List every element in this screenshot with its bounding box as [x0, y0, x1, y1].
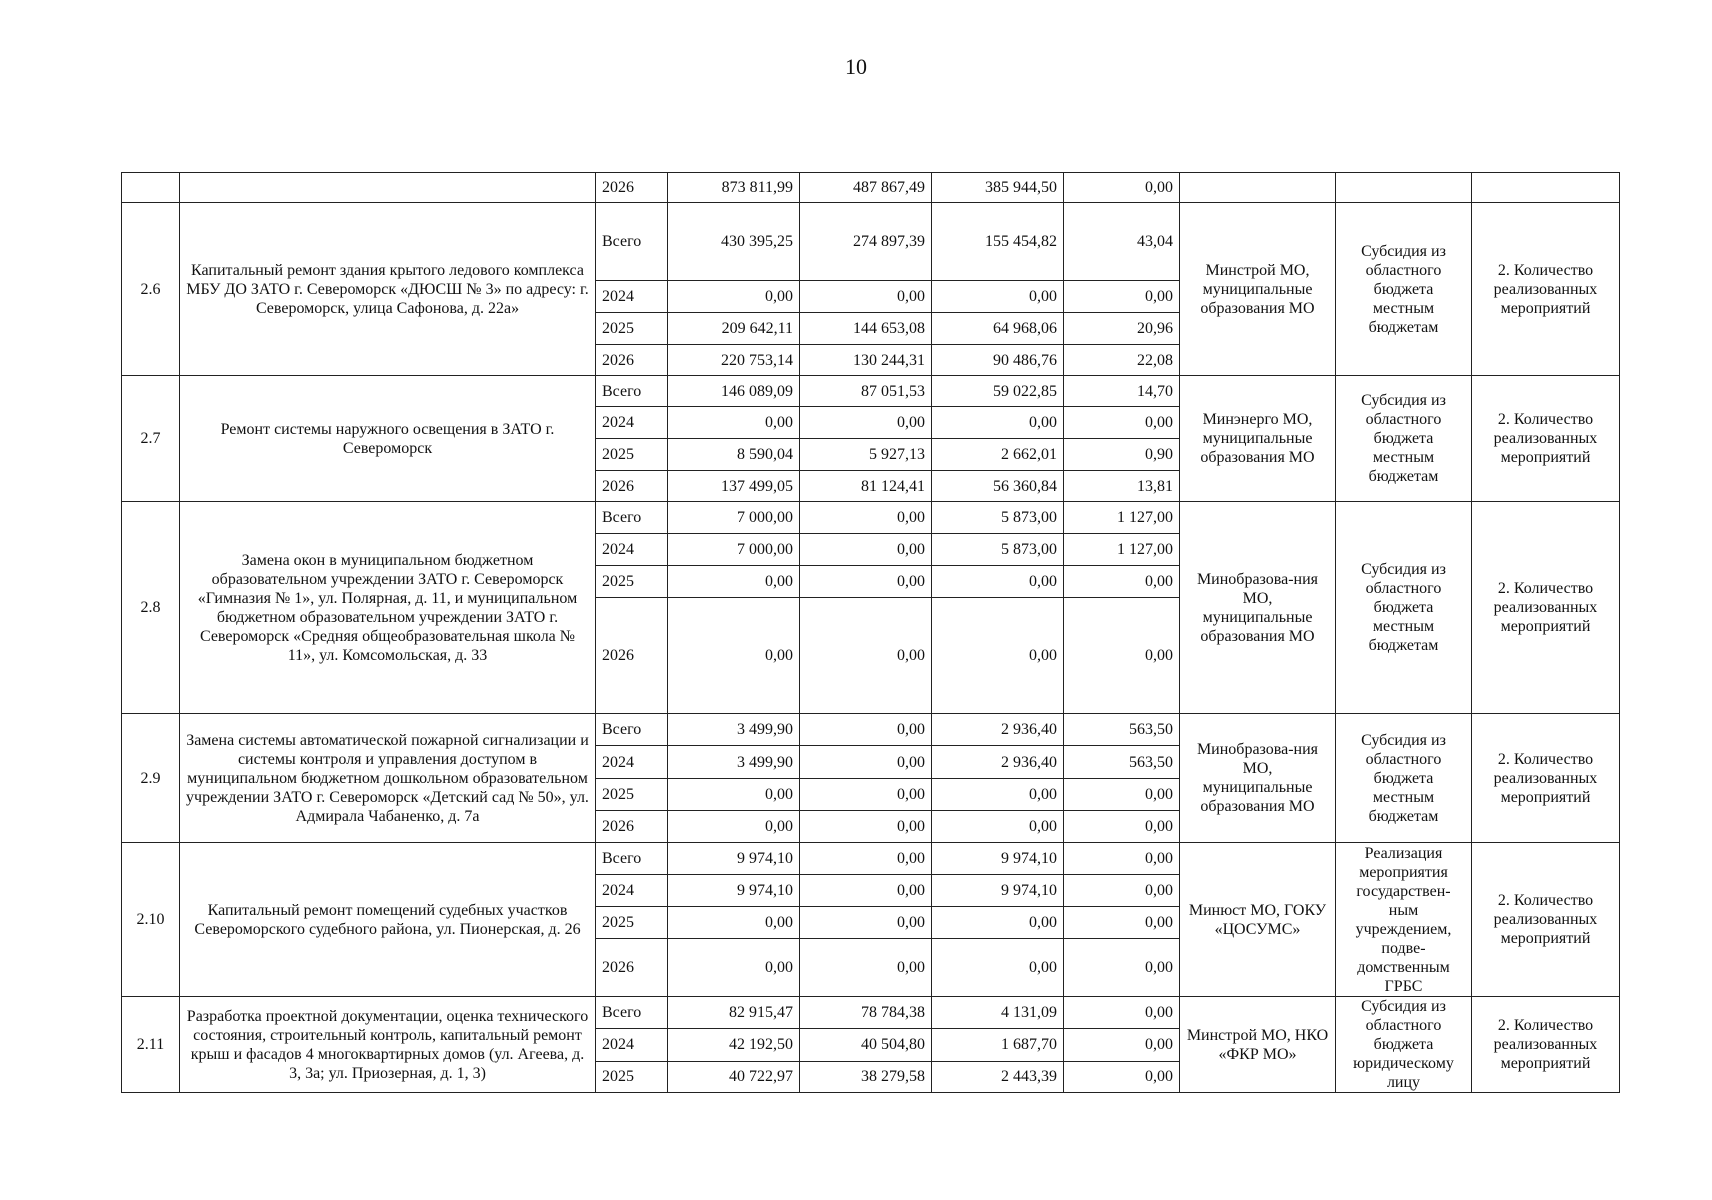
amount-cell: 13,81: [1064, 471, 1180, 502]
amount-cell: 78 784,38: [800, 997, 932, 1029]
amount-cell: 0,00: [1064, 811, 1180, 843]
indicator: 2. Количество реализованных мероприятий: [1472, 714, 1620, 843]
item-name: Ремонт системы наружного освещения в ЗАТО г. Североморск: [180, 376, 596, 502]
amount-cell: 82 915,47: [668, 997, 800, 1029]
amount-cell: 0,90: [1064, 439, 1180, 471]
year-cell: 2024: [596, 407, 668, 439]
item-name: Разработка проектной документации, оценка технического состояния, строительный контроль, капитальный ремонт крыш и фасадов 4 многоквартирных домов (ул. Агеева, д. 3, 3а; ул. Приозерная, д. 1, 3): [180, 997, 596, 1093]
table-body: [122, 173, 1620, 1093]
amount-cell: 4 131,09: [932, 997, 1064, 1029]
amount-cell: 22,08: [1064, 345, 1180, 376]
amount-cell: 9 974,10: [932, 843, 1064, 875]
responsible-org: Минобразова-ния МО, муниципальные образования МО: [1180, 714, 1336, 843]
table-row: [122, 376, 1620, 407]
amount-cell: 873 811,99: [668, 173, 800, 203]
page-number: 10: [845, 54, 867, 79]
item-number: 2.10: [122, 843, 180, 997]
amount-cell: 563,50: [1064, 714, 1180, 746]
amount-cell: 144 653,08: [800, 313, 932, 345]
amount-cell: 0,00: [932, 566, 1064, 598]
amount-cell: 0,00: [800, 407, 932, 439]
amount-cell: 0,00: [668, 907, 800, 939]
amount-cell: 0,00: [1064, 997, 1180, 1029]
year-cell: 2026: [596, 345, 668, 376]
amount-cell: 0,00: [800, 939, 932, 997]
amount-cell: 0,00: [668, 281, 800, 313]
item-number: 2.9: [122, 714, 180, 843]
amount-cell: 0,00: [932, 779, 1064, 811]
year-cell: 2026: [596, 811, 668, 843]
amount-cell: 8 590,04: [668, 439, 800, 471]
amount-cell: 0,00: [800, 779, 932, 811]
amount-cell: 43,04: [1064, 203, 1180, 281]
funding-source: Субсидия из областного бюджета местным бюджетам: [1336, 714, 1472, 843]
table-row: [122, 843, 1620, 875]
amount-cell: 59 022,85: [932, 376, 1064, 407]
amount-cell: 81 124,41: [800, 471, 932, 502]
amount-cell: 0,00: [800, 811, 932, 843]
amount-cell: 487 867,49: [800, 173, 932, 203]
item-number: 2.7: [122, 376, 180, 502]
responsible-org: Минюст МО, ГОКУ «ЦОСУМС»: [1180, 843, 1336, 997]
year-cell: 2024: [596, 281, 668, 313]
amount-cell: 0,00: [800, 875, 932, 907]
year-cell: Всего: [596, 502, 668, 534]
item-number: 2.6: [122, 203, 180, 376]
funding-source: Субсидия из областного бюджета юридическому лицу: [1336, 997, 1472, 1093]
amount-cell: 2 936,40: [932, 714, 1064, 746]
amount-cell: 56 360,84: [932, 471, 1064, 502]
amount-cell: 130 244,31: [800, 345, 932, 376]
amount-cell: 20,96: [1064, 313, 1180, 345]
year-cell: 2026: [596, 471, 668, 502]
year-cell: 2024: [596, 1029, 668, 1061]
amount-cell: 274 897,39: [800, 203, 932, 281]
amount-cell: 137 499,05: [668, 471, 800, 502]
responsible-org: Минэнерго МО, муниципальные образования МО: [1180, 376, 1336, 502]
empty-cell: [1336, 173, 1472, 203]
amount-cell: 0,00: [668, 779, 800, 811]
amount-cell: 0,00: [668, 598, 800, 714]
amount-cell: 1 687,70: [932, 1029, 1064, 1061]
empty-cell: [1180, 173, 1336, 203]
amount-cell: 0,00: [668, 407, 800, 439]
amount-cell: 0,00: [1064, 566, 1180, 598]
amount-cell: 0,00: [1064, 281, 1180, 313]
empty-cell: [122, 173, 180, 203]
amount-cell: 0,00: [932, 907, 1064, 939]
amount-cell: 7 000,00: [668, 502, 800, 534]
table-row: [122, 502, 1620, 534]
empty-cell: [180, 173, 596, 203]
amount-cell: 0,00: [1064, 875, 1180, 907]
item-number: 2.11: [122, 997, 180, 1093]
amount-cell: 0,00: [1064, 598, 1180, 714]
amount-cell: 0,00: [1064, 1029, 1180, 1061]
year-cell: 2024: [596, 875, 668, 907]
amount-cell: 1 127,00: [1064, 534, 1180, 566]
amount-cell: 90 486,76: [932, 345, 1064, 376]
amount-cell: 0,00: [800, 566, 932, 598]
amount-cell: 0,00: [800, 598, 932, 714]
empty-cell: [1472, 173, 1620, 203]
funding-source: Субсидия из областного бюджета местным бюджетам: [1336, 502, 1472, 714]
amount-cell: 0,00: [1064, 407, 1180, 439]
year-cell: 2025: [596, 313, 668, 345]
responsible-org: Минстрой МО, муниципальные образования МО: [1180, 203, 1336, 376]
amount-cell: 0,00: [668, 939, 800, 997]
amount-cell: 14,70: [1064, 376, 1180, 407]
year-cell: Всего: [596, 203, 668, 281]
year-cell: 2026: [596, 939, 668, 997]
amount-cell: 0,00: [800, 714, 932, 746]
year-cell: 2025: [596, 439, 668, 471]
year-cell: 2025: [596, 907, 668, 939]
amount-cell: 0,00: [1064, 907, 1180, 939]
amount-cell: 3 499,90: [668, 714, 800, 746]
amount-cell: 0,00: [800, 502, 932, 534]
amount-cell: 42 192,50: [668, 1029, 800, 1061]
amount-cell: 0,00: [932, 939, 1064, 997]
year-cell: Всего: [596, 376, 668, 407]
amount-cell: 5 873,00: [932, 534, 1064, 566]
amount-cell: 5 873,00: [932, 502, 1064, 534]
indicator: 2. Количество реализованных мероприятий: [1472, 502, 1620, 714]
year-cell: 2026: [596, 173, 668, 203]
item-name: Замена окон в муниципальном бюджетном образовательном учреждении ЗАТО г. Североморск «Гимназия № 1», ул. Полярная, д. 11, и муниципальном бюджетном образовательном учреждении ЗАТО г. Североморск «Средняя общеобразовательная школа № 11», ул. Комсомольская, д. 33: [180, 502, 596, 714]
amount-cell: 9 974,10: [932, 875, 1064, 907]
item-name: Капитальный ремонт помещений судебных участков Североморского судебного района, ул. Пионерская, д. 26: [180, 843, 596, 997]
item-number: 2.8: [122, 502, 180, 714]
amount-cell: 3 499,90: [668, 746, 800, 779]
amount-cell: 0,00: [1064, 939, 1180, 997]
year-cell: Всего: [596, 714, 668, 746]
item-name: Замена системы автоматической пожарной сигнализации и системы контроля и управления доступом в муниципальном бюджетном дошкольном образовательном учреждении ЗАТО г. Североморск «Детский сад № 50», ул. Адмирала Чабаненко, д. 7а: [180, 714, 596, 843]
responsible-org: Минстрой МО, НКО «ФКР МО»: [1180, 997, 1336, 1093]
amount-cell: 0,00: [1064, 1061, 1180, 1092]
amount-cell: 0,00: [932, 407, 1064, 439]
year-cell: 2025: [596, 779, 668, 811]
amount-cell: 220 753,14: [668, 345, 800, 376]
budget-table: [121, 172, 1620, 1093]
amount-cell: 0,00: [800, 907, 932, 939]
continuation-row: [122, 173, 1620, 203]
amount-cell: 146 089,09: [668, 376, 800, 407]
funding-source: Субсидия из областного бюджета местным бюджетам: [1336, 203, 1472, 376]
amount-cell: 87 051,53: [800, 376, 932, 407]
amount-cell: 0,00: [800, 843, 932, 875]
amount-cell: 0,00: [800, 746, 932, 779]
amount-cell: 0,00: [1064, 843, 1180, 875]
amount-cell: 9 974,10: [668, 843, 800, 875]
year-cell: 2025: [596, 566, 668, 598]
amount-cell: 2 443,39: [932, 1061, 1064, 1092]
amount-cell: 0,00: [1064, 173, 1180, 203]
year-cell: 2026: [596, 598, 668, 714]
year-cell: 2024: [596, 534, 668, 566]
amount-cell: 0,00: [668, 566, 800, 598]
amount-cell: 2 662,01: [932, 439, 1064, 471]
amount-cell: 209 642,11: [668, 313, 800, 345]
amount-cell: 0,00: [668, 811, 800, 843]
amount-cell: 430 395,25: [668, 203, 800, 281]
amount-cell: 38 279,58: [800, 1061, 932, 1092]
amount-cell: 0,00: [800, 281, 932, 313]
amount-cell: 5 927,13: [800, 439, 932, 471]
year-cell: Всего: [596, 997, 668, 1029]
amount-cell: 385 944,50: [932, 173, 1064, 203]
table-row: [122, 203, 1620, 281]
amount-cell: 0,00: [932, 811, 1064, 843]
amount-cell: 0,00: [932, 281, 1064, 313]
amount-cell: 0,00: [932, 598, 1064, 714]
amount-cell: 40 722,97: [668, 1061, 800, 1092]
funding-source: Субсидия из областного бюджета местным бюджетам: [1336, 376, 1472, 502]
amount-cell: 64 968,06: [932, 313, 1064, 345]
amount-cell: 563,50: [1064, 746, 1180, 779]
indicator: 2. Количество реализованных мероприятий: [1472, 843, 1620, 997]
year-cell: 2024: [596, 746, 668, 779]
indicator: 2. Количество реализованных мероприятий: [1472, 997, 1620, 1093]
indicator: 2. Количество реализованных мероприятий: [1472, 203, 1620, 376]
table-row: [122, 714, 1620, 746]
indicator: 2. Количество реализованных мероприятий: [1472, 376, 1620, 502]
amount-cell: 0,00: [1064, 779, 1180, 811]
funding-source: Реализация мероприятия государствен-ным учреждением, подве-домственным ГРБС: [1336, 843, 1472, 997]
responsible-org: Минобразова-ния МО, муниципальные образования МО: [1180, 502, 1336, 714]
amount-cell: 40 504,80: [800, 1029, 932, 1061]
amount-cell: 1 127,00: [1064, 502, 1180, 534]
amount-cell: 2 936,40: [932, 746, 1064, 779]
amount-cell: 9 974,10: [668, 875, 800, 907]
amount-cell: 0,00: [800, 534, 932, 566]
amount-cell: 7 000,00: [668, 534, 800, 566]
amount-cell: 155 454,82: [932, 203, 1064, 281]
year-cell: Всего: [596, 843, 668, 875]
year-cell: 2025: [596, 1061, 668, 1092]
table-row: [122, 997, 1620, 1029]
item-name: Капитальный ремонт здания крытого ледового комплекса МБУ ДО ЗАТО г. Североморск «ДЮСШ № 3» по адресу: г. Североморск, улица Сафонова, д. 22а»: [180, 203, 596, 376]
